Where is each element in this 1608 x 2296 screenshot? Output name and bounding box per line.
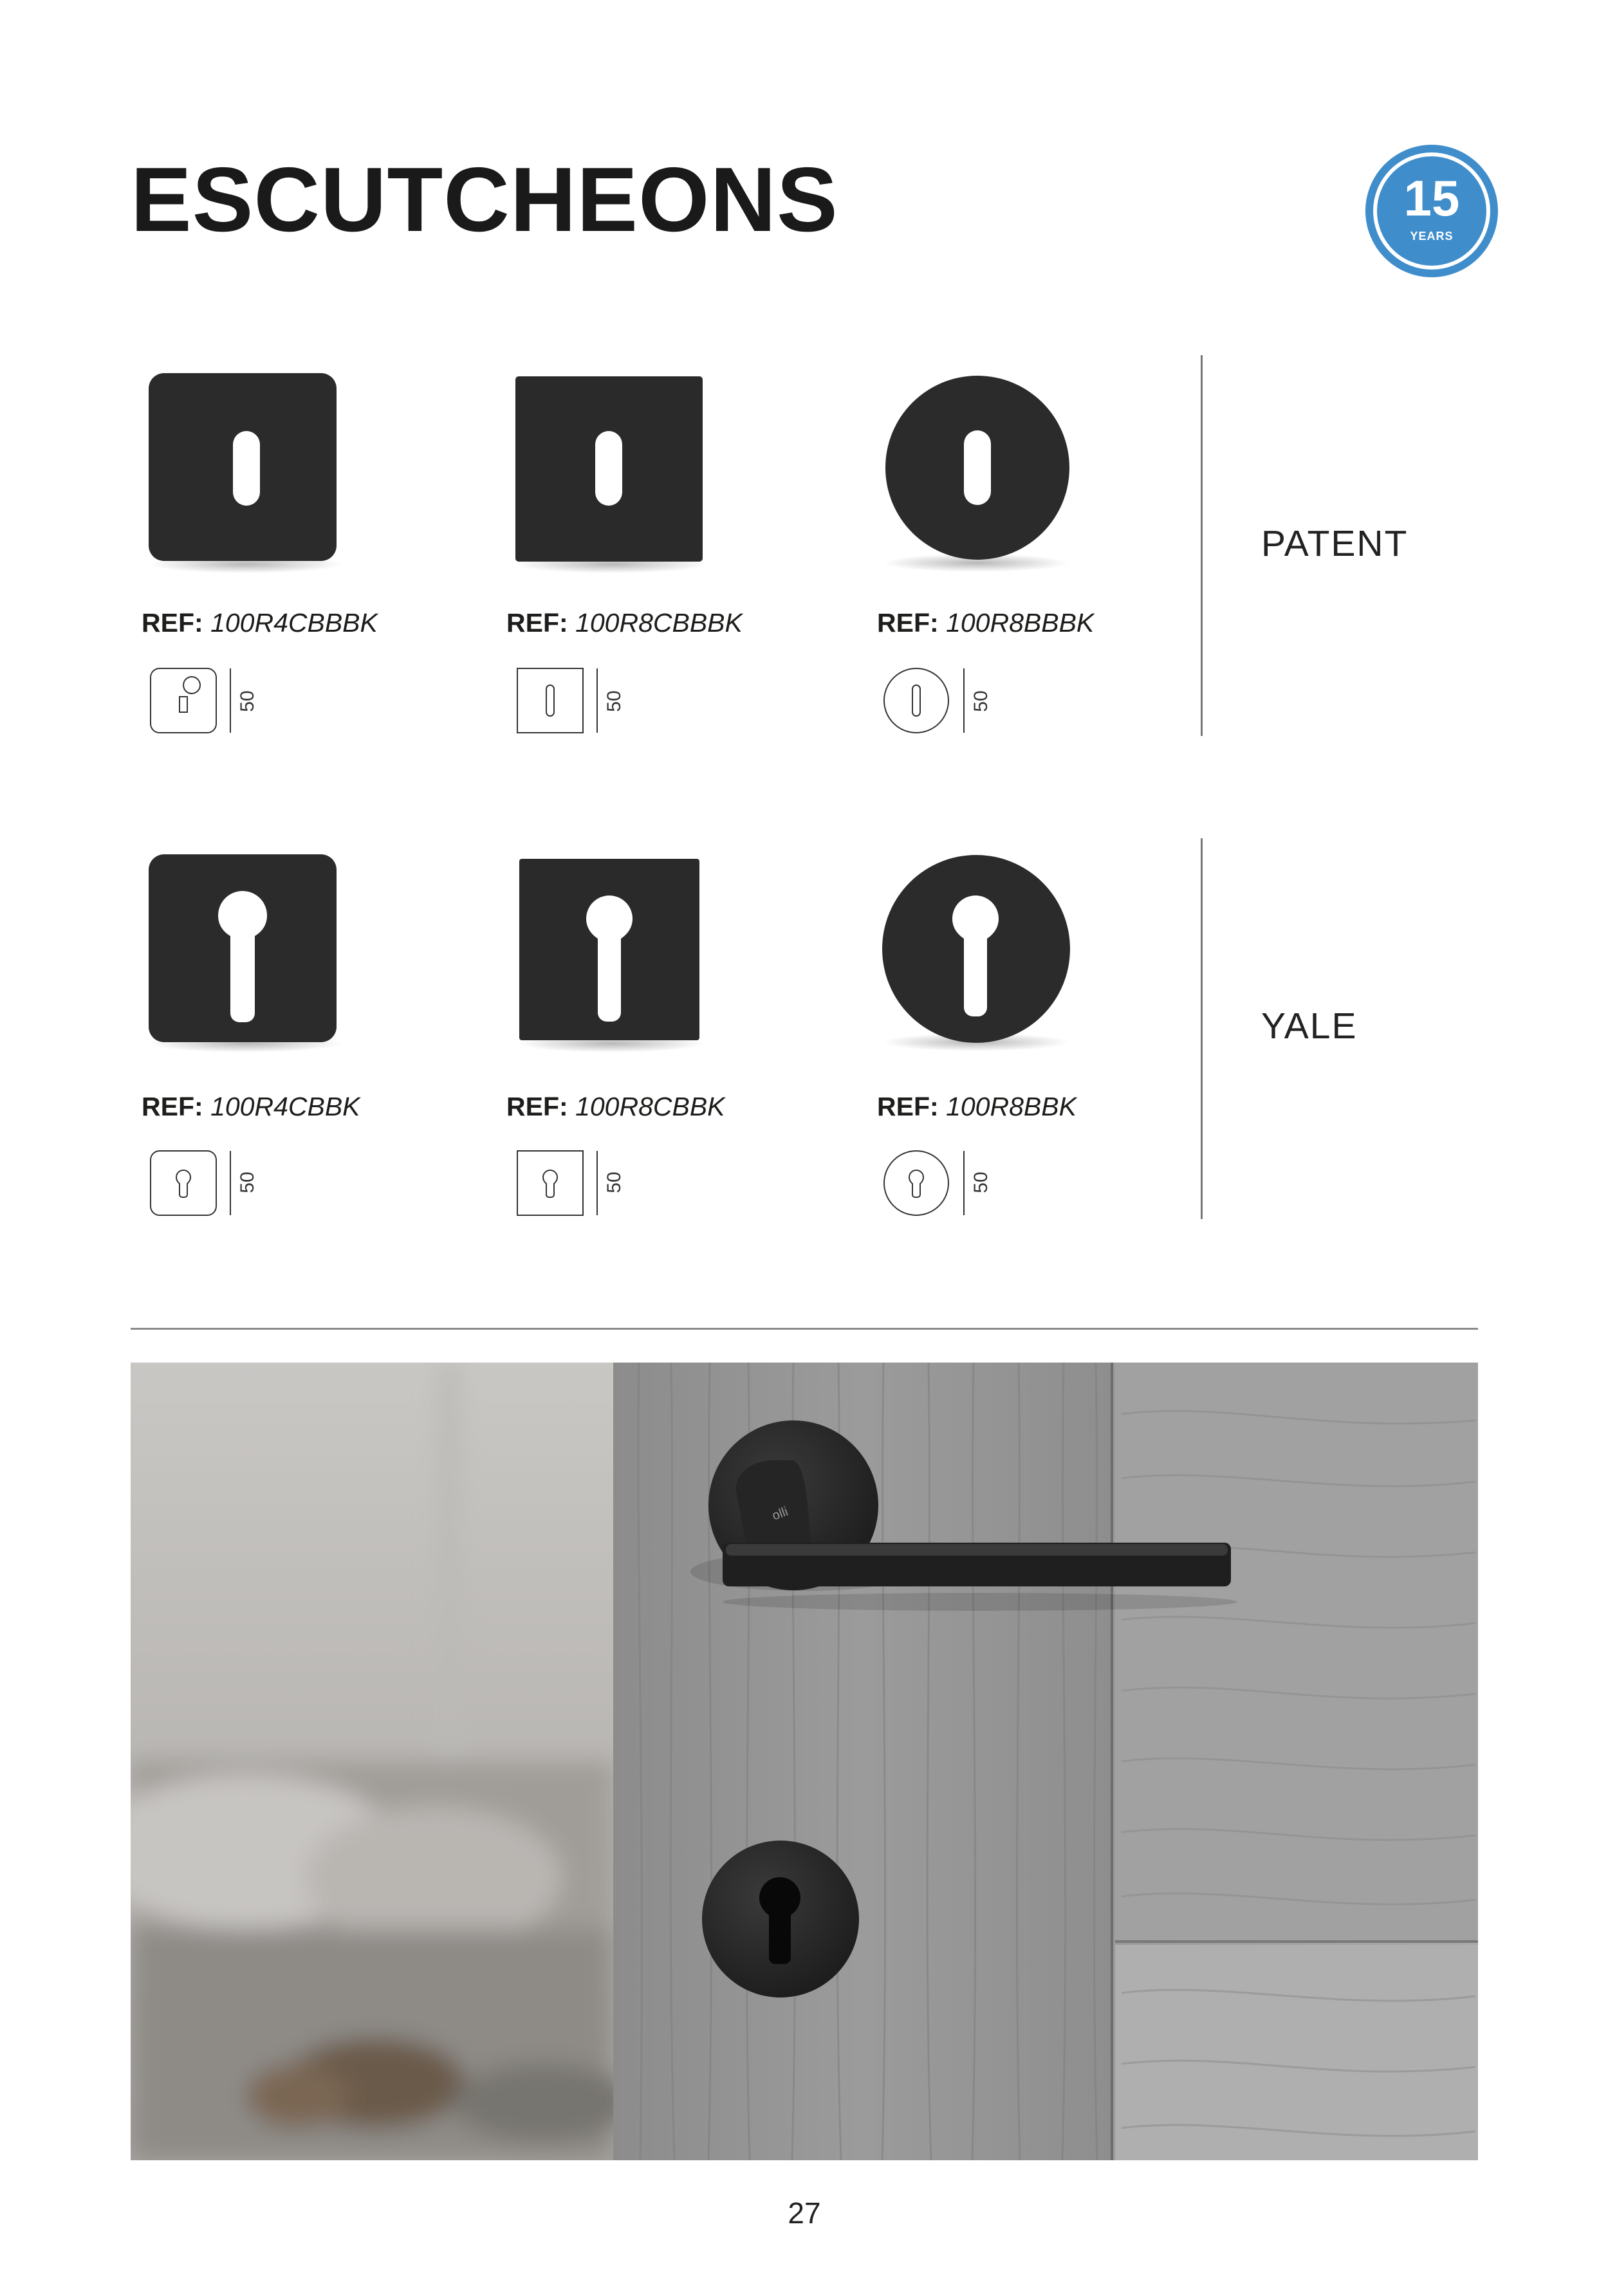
dimension-label-5: 50 — [604, 1171, 625, 1193]
product-ref-5: REF: 100R8CBBK — [506, 1092, 725, 1121]
product-ref-4: REF: 100R4CBBK — [142, 1092, 360, 1121]
technical-drawing-2 — [515, 666, 602, 737]
page-number: 27 — [788, 2196, 821, 2230]
anniversary-badge — [1365, 145, 1498, 277]
product-photo-square-patent — [512, 370, 711, 576]
product-photo-rounded-square-yale — [143, 849, 349, 1055]
badge-number: 15 — [1403, 170, 1460, 226]
section-divider — [131, 1328, 1478, 1330]
dimension-label-6: 50 — [970, 1171, 992, 1193]
dimension-label-3: 50 — [970, 690, 992, 712]
product-photo-rounded-square-patent — [143, 370, 349, 576]
technical-drawing-6 — [882, 1148, 968, 1219]
category-divider-2 — [1201, 838, 1203, 1219]
product-photo-round-yale — [873, 849, 1079, 1055]
product-ref-1: REF: 100R4CBBBK — [142, 608, 378, 638]
category-label-patent: PATENT — [1261, 523, 1409, 564]
product-ref-6: REF: 100R8BBK — [877, 1092, 1077, 1121]
product-photo-square-yale — [512, 849, 711, 1055]
technical-drawing-4 — [148, 1148, 235, 1219]
technical-drawing-1 — [148, 666, 235, 737]
product-photo-round-patent — [873, 370, 1079, 576]
technical-drawing-3 — [882, 666, 968, 737]
technical-drawing-5 — [515, 1148, 602, 1219]
lifestyle-photo — [131, 1363, 1478, 2160]
category-divider-1 — [1201, 355, 1203, 736]
handle-logo: olli — [770, 1504, 790, 1523]
product-ref-2: REF: 100R8CBBBK — [506, 608, 743, 638]
page-title: ESCUTCHEONS — [131, 149, 838, 251]
category-label-yale: YALE — [1261, 1006, 1358, 1047]
dimension-label-2: 50 — [604, 690, 625, 712]
dimension-label-4: 50 — [237, 1171, 258, 1193]
dimension-label-1: 50 — [237, 690, 258, 712]
badge-label: YEARS — [1410, 230, 1454, 243]
product-ref-3: REF: 100R8BBBK — [877, 608, 1095, 638]
